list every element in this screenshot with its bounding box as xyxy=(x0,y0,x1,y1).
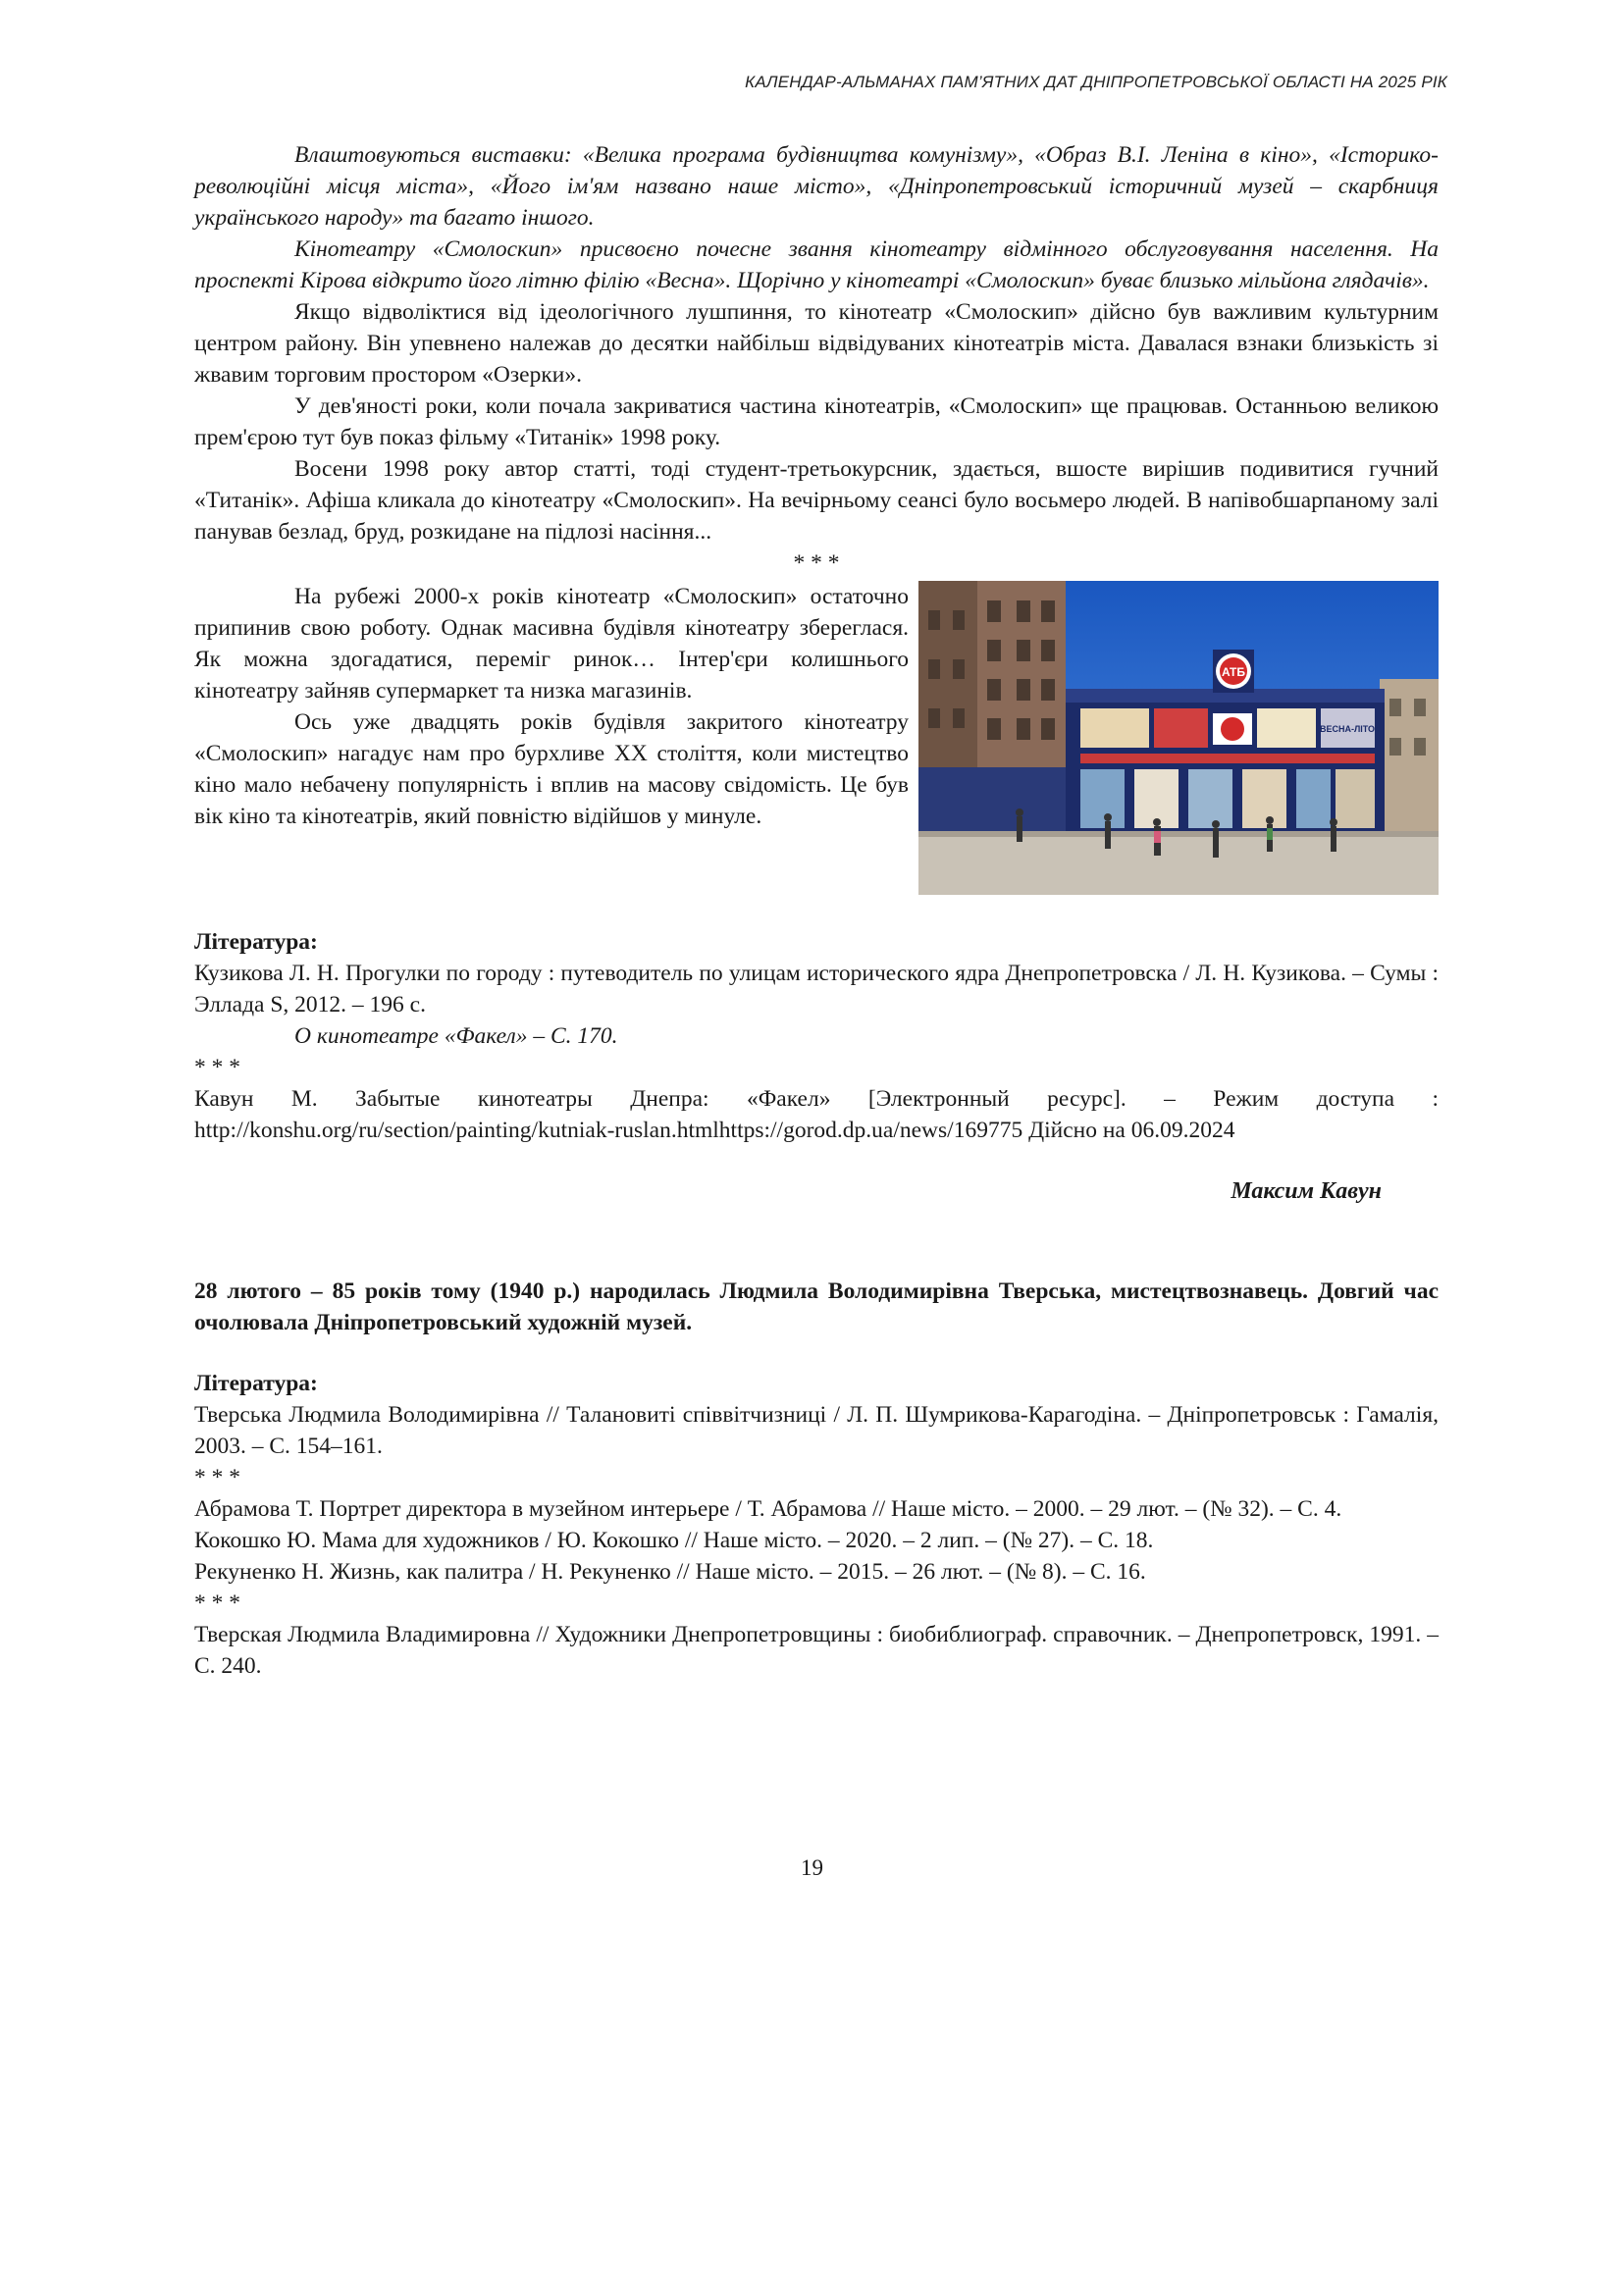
running-header: КАЛЕНДАР-АЛЬМАНАХ ПАМ’ЯТНИХ ДАТ ДНІПРОПЕТРОВСЬКОЇ ОБЛАСТІ НА 2025 РІК xyxy=(745,73,1447,91)
paragraph-titanic: Восени 1998 року автор статті, тоді студент-третьокурсник, здається, вшосте вирішив подивитися гучний «Титанік». Афіша кликала до кінотеатру «Смолоскип». На вечірньому сеансі було восьмеро людей. В напівобшарпаному залі панував безлад, бруд, розкидане на підлозі насіння... xyxy=(194,456,1439,545)
wrap-text xyxy=(194,581,909,832)
literature-item: Тверська Людмила Володимирівна // Талановиті співвітчизниці / Л. П. Шумрикова-Карагодіна. – Дніпропетровськ : Гамалія, 2003. – С. 154–161. xyxy=(194,1402,1439,1459)
literature-item: Тверская Людмила Владимировна // Художники Днепропетровщины : биобиблиограф. справочник. – Днепропетровск, 1991. – С. 240. xyxy=(194,1622,1439,1679)
paragraph-cultural-center: Якщо відволіктися від ідеологічного лушпиння, то кінотеатр «Смолоскип» дійсно був важливим культурним центром району. Він упевнено належав до десятки найбільш відвідуваних кінотеатрів міста. Давалася взнаки близькість зі жвавим торговим простором «Озерки». xyxy=(194,299,1439,388)
paragraph-nineties: У дев'яності роки, коли почала закриватися частина кінотеатрів, «Смолоскип» ще працював. Останньою великою прем'єрою тут був показ фільму «Титанік» 1998 року. xyxy=(194,393,1439,450)
literature-item: Абрамова Т. Портрет директора в музейном интерьере / Т. Абрамова // Наше місто. – 2000. – 29 лют. – (№ 32). – С. 4. xyxy=(194,1496,1342,1522)
photo-sign-top: АТБ xyxy=(1221,665,1246,679)
cinema-building-photo xyxy=(918,581,1439,895)
literature-heading-1: Література: xyxy=(194,929,318,955)
cinema-photo-illustration xyxy=(918,581,1439,895)
literature-item: Кавун М. Забытые кинотеатры Днепра: «Факел» [Электронный ресурс]. – Режим доступа : http://konshu.org/ru/section/painting/kutniak-ruslan.htmlhttps://gorod.dp.ua/news/169775 Дійсно на 06.09.2024 xyxy=(194,1086,1439,1143)
text-with-photo xyxy=(194,581,1439,897)
literature-separator: * * * xyxy=(194,1055,240,1080)
literature-item: Кузикова Л. Н. Прогулки по городу : путеводитель по улицам исторического ядра Днепропетровска / Л. Н. Кузикова. – Сумы : Эллада S, 2012. – 196 с. xyxy=(194,961,1439,1017)
literature-note: О кинотеатре «Факел» – С. 170. xyxy=(294,1023,618,1049)
page-content xyxy=(194,139,1439,1682)
paragraph-award: Кінотеатру «Смолоскип» присвоєно почесне звання кінотеатру відмінного обслуговування населення. На проспекті Кірова відкрито його літню філію «Весна». Щорічно у кінотеатрі «Смолоскип» буває близько мільйона глядачів». xyxy=(194,236,1439,293)
literature-item: Рекуненко Н. Жизнь, как палитра / Н. Рекуненко // Наше місто. – 2015. – 26 лют. – (№ 8). – С. 16. xyxy=(194,1559,1146,1585)
literature-separator: * * * xyxy=(194,1465,240,1490)
paragraph-closure: На рубежі 2000-х років кінотеатр «Смолоскип» остаточно припинив свою роботу. Однак масивна будівля кінотеатру збереглася. Як можна здогадатися, переміг ринок… Інтер'єри колишнього кінотеатру зайняв супермаркет та низка магазинів. xyxy=(194,584,909,704)
literature-separator: * * * xyxy=(194,1591,240,1616)
right-building xyxy=(1380,679,1439,836)
literature-item: Кокошко Ю. Мама для художников / Ю. Кокошко // Наше місто. – 2020. – 2 лип. – (№ 27). – С. 18. xyxy=(194,1528,1154,1553)
anniversary-entry: 28 лютого – 85 років тому (1940 р.) народилась Людмила Володимирівна Тверська, мистецтвознавець. Довгий час очолювала Дніпропетровський художній музей. xyxy=(194,1278,1439,1335)
photo-sign-banner: ВЕСНА-ЛІТО xyxy=(1319,724,1376,734)
page-number: 19 xyxy=(801,1855,823,1880)
paragraph-twenty-years: Ось уже двадцять років будівля закритого кінотеатру «Смолоскип» нагадує нам про бурхливе ХХ століття, коли мистецтво кіно мало небачену популярність і вплив на масову свідомість. Це був вік кіно та кінотеатрів, який повністю відійшов у минуле. xyxy=(194,709,909,829)
literature-heading-2: Література: xyxy=(194,1371,318,1396)
paragraph-exhibitions: Влаштовуються виставки: «Велика програма будівництва комунізму», «Образ В.І. Леніна в кіно», «Історико-революційні місця міста», «Його ім'ям названо наше місто», «Дніпропетровський історичний музей – скарбниця українського народу» та багато іншого. xyxy=(194,142,1439,231)
pavement xyxy=(918,831,1439,895)
separator: * * * xyxy=(793,550,840,576)
author-signature: Максим Кавун xyxy=(1231,1178,1382,1204)
